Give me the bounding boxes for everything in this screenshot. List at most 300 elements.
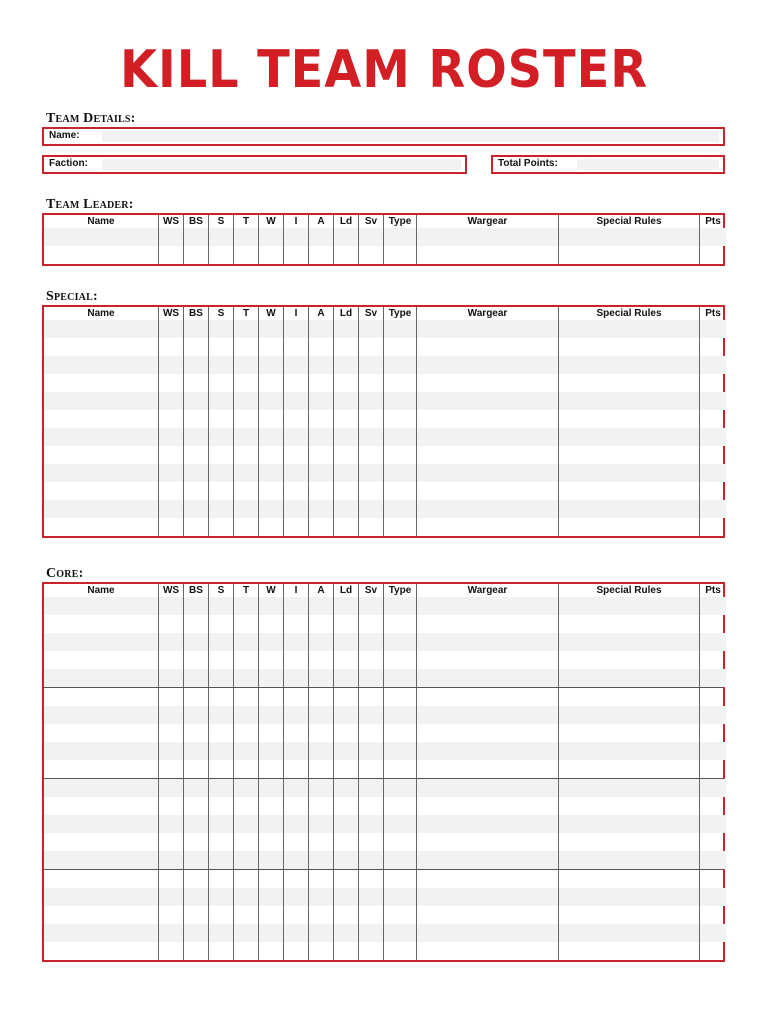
- table-cell[interactable]: [383, 779, 416, 797]
- table-cell[interactable]: [183, 356, 208, 374]
- table-cell[interactable]: [558, 906, 699, 924]
- table-cell[interactable]: [208, 338, 233, 356]
- table-cell[interactable]: [383, 338, 416, 356]
- table-cell[interactable]: [183, 906, 208, 924]
- table-cell[interactable]: [44, 246, 158, 264]
- table-cell[interactable]: [333, 888, 358, 906]
- table-cell[interactable]: [416, 356, 558, 374]
- table-cell[interactable]: [333, 870, 358, 888]
- table-cell[interactable]: [699, 833, 726, 851]
- table-cell[interactable]: [416, 706, 558, 724]
- table-cell[interactable]: [308, 482, 333, 500]
- table-cell[interactable]: [233, 518, 258, 536]
- table-cell[interactable]: [358, 888, 383, 906]
- table-cell[interactable]: [416, 760, 558, 778]
- table-cell[interactable]: [699, 760, 726, 778]
- total-points-field[interactable]: [491, 155, 725, 174]
- table-cell[interactable]: [258, 615, 283, 633]
- table-cell[interactable]: [283, 500, 308, 518]
- table-cell[interactable]: [558, 428, 699, 446]
- table-cell[interactable]: [358, 615, 383, 633]
- table-cell[interactable]: [283, 518, 308, 536]
- table-cell[interactable]: [183, 815, 208, 833]
- table-cell[interactable]: [208, 888, 233, 906]
- table-cell[interactable]: [358, 833, 383, 851]
- table-cell[interactable]: [44, 633, 158, 651]
- table-cell[interactable]: [44, 760, 158, 778]
- table-cell[interactable]: [333, 374, 358, 392]
- table-cell[interactable]: [208, 760, 233, 778]
- table-cell[interactable]: [558, 706, 699, 724]
- table-cell[interactable]: [44, 724, 158, 742]
- table-cell[interactable]: [158, 428, 183, 446]
- table-cell[interactable]: [233, 392, 258, 410]
- table-cell[interactable]: [333, 669, 358, 687]
- table-cell[interactable]: [183, 482, 208, 500]
- table-cell[interactable]: [208, 246, 233, 264]
- table-cell[interactable]: [383, 888, 416, 906]
- table-cell[interactable]: [699, 669, 726, 687]
- table-cell[interactable]: [258, 428, 283, 446]
- table-cell[interactable]: [283, 942, 308, 960]
- table-cell[interactable]: [44, 428, 158, 446]
- table-cell[interactable]: [308, 500, 333, 518]
- table-cell[interactable]: [158, 797, 183, 815]
- table-cell[interactable]: [44, 320, 158, 338]
- table-cell[interactable]: [383, 356, 416, 374]
- table-cell[interactable]: [183, 615, 208, 633]
- table-cell[interactable]: [158, 500, 183, 518]
- table-cell[interactable]: [383, 942, 416, 960]
- table-cell[interactable]: [258, 779, 283, 797]
- table-cell[interactable]: [699, 410, 726, 428]
- table-cell[interactable]: [358, 633, 383, 651]
- table-cell[interactable]: [158, 906, 183, 924]
- table-cell[interactable]: [308, 942, 333, 960]
- table-cell[interactable]: [333, 942, 358, 960]
- table-cell[interactable]: [416, 633, 558, 651]
- table-cell[interactable]: [233, 851, 258, 869]
- table-cell[interactable]: [383, 815, 416, 833]
- table-cell[interactable]: [308, 428, 333, 446]
- table-cell[interactable]: [208, 633, 233, 651]
- table-cell[interactable]: [183, 633, 208, 651]
- table-cell[interactable]: [183, 464, 208, 482]
- table-cell[interactable]: [308, 760, 333, 778]
- table-cell[interactable]: [183, 669, 208, 687]
- table-cell[interactable]: [158, 633, 183, 651]
- table-cell[interactable]: [308, 320, 333, 338]
- table-cell[interactable]: [208, 464, 233, 482]
- table-cell[interactable]: [283, 228, 308, 246]
- table-cell[interactable]: [258, 246, 283, 264]
- table-cell[interactable]: [699, 815, 726, 833]
- table-cell[interactable]: [258, 706, 283, 724]
- table-cell[interactable]: [308, 464, 333, 482]
- table-cell[interactable]: [308, 374, 333, 392]
- table-cell[interactable]: [358, 906, 383, 924]
- table-cell[interactable]: [258, 815, 283, 833]
- table-cell[interactable]: [208, 669, 233, 687]
- table-cell[interactable]: [358, 870, 383, 888]
- table-cell[interactable]: [333, 518, 358, 536]
- table-cell[interactable]: [699, 482, 726, 500]
- table-cell[interactable]: [283, 597, 308, 615]
- table-cell[interactable]: [283, 833, 308, 851]
- table-cell[interactable]: [44, 851, 158, 869]
- table-cell[interactable]: [383, 228, 416, 246]
- table-cell[interactable]: [416, 942, 558, 960]
- table-cell[interactable]: [158, 851, 183, 869]
- table-cell[interactable]: [699, 338, 726, 356]
- table-cell[interactable]: [558, 779, 699, 797]
- table-cell[interactable]: [308, 706, 333, 724]
- table-cell[interactable]: [258, 518, 283, 536]
- table-cell[interactable]: [699, 651, 726, 669]
- table-cell[interactable]: [208, 597, 233, 615]
- table-cell[interactable]: [233, 246, 258, 264]
- table-cell[interactable]: [233, 338, 258, 356]
- table-cell[interactable]: [158, 724, 183, 742]
- table-cell[interactable]: [308, 924, 333, 942]
- table-cell[interactable]: [44, 688, 158, 706]
- table-cell[interactable]: [558, 669, 699, 687]
- table-cell[interactable]: [383, 760, 416, 778]
- table-cell[interactable]: [183, 228, 208, 246]
- table-cell[interactable]: [183, 320, 208, 338]
- table-cell[interactable]: [44, 338, 158, 356]
- table-cell[interactable]: [44, 651, 158, 669]
- table-cell[interactable]: [44, 870, 158, 888]
- table-cell[interactable]: [699, 888, 726, 906]
- table-cell[interactable]: [699, 779, 726, 797]
- table-cell[interactable]: [333, 797, 358, 815]
- table-cell[interactable]: [333, 482, 358, 500]
- table-cell[interactable]: [44, 410, 158, 428]
- table-cell[interactable]: [283, 356, 308, 374]
- table-cell[interactable]: [333, 651, 358, 669]
- table-cell[interactable]: [416, 924, 558, 942]
- table-cell[interactable]: [158, 338, 183, 356]
- table-cell[interactable]: [308, 633, 333, 651]
- table-cell[interactable]: [699, 392, 726, 410]
- table-cell[interactable]: [258, 633, 283, 651]
- table-cell[interactable]: [558, 888, 699, 906]
- table-cell[interactable]: [416, 724, 558, 742]
- table-cell[interactable]: [283, 906, 308, 924]
- table-cell[interactable]: [283, 633, 308, 651]
- table-cell[interactable]: [308, 851, 333, 869]
- table-cell[interactable]: [699, 518, 726, 536]
- table-cell[interactable]: [283, 651, 308, 669]
- table-cell[interactable]: [158, 228, 183, 246]
- table-cell[interactable]: [699, 446, 726, 464]
- table-cell[interactable]: [558, 338, 699, 356]
- table-cell[interactable]: [258, 742, 283, 760]
- table-cell[interactable]: [358, 669, 383, 687]
- table-cell[interactable]: [158, 597, 183, 615]
- table-cell[interactable]: [308, 597, 333, 615]
- table-cell[interactable]: [416, 374, 558, 392]
- table-cell[interactable]: [283, 870, 308, 888]
- table-cell[interactable]: [258, 464, 283, 482]
- table-cell[interactable]: [558, 833, 699, 851]
- table-cell[interactable]: [233, 724, 258, 742]
- table-cell[interactable]: [183, 924, 208, 942]
- table-cell[interactable]: [283, 669, 308, 687]
- table-cell[interactable]: [558, 518, 699, 536]
- table-cell[interactable]: [44, 500, 158, 518]
- table-cell[interactable]: [233, 797, 258, 815]
- table-cell[interactable]: [183, 688, 208, 706]
- table-cell[interactable]: [358, 428, 383, 446]
- table-cell[interactable]: [183, 597, 208, 615]
- table-cell[interactable]: [358, 500, 383, 518]
- table-cell[interactable]: [416, 228, 558, 246]
- table-cell[interactable]: [283, 410, 308, 428]
- table-cell[interactable]: [158, 779, 183, 797]
- table-cell[interactable]: [208, 706, 233, 724]
- table-cell[interactable]: [308, 615, 333, 633]
- table-cell[interactable]: [558, 724, 699, 742]
- table-cell[interactable]: [699, 228, 726, 246]
- table-cell[interactable]: [699, 464, 726, 482]
- table-cell[interactable]: [333, 615, 358, 633]
- table-cell[interactable]: [383, 374, 416, 392]
- table-cell[interactable]: [44, 356, 158, 374]
- table-cell[interactable]: [383, 651, 416, 669]
- table-cell[interactable]: [699, 356, 726, 374]
- table-cell[interactable]: [258, 797, 283, 815]
- table-cell[interactable]: [416, 428, 558, 446]
- table-cell[interactable]: [333, 906, 358, 924]
- table-cell[interactable]: [383, 464, 416, 482]
- table-cell[interactable]: [258, 724, 283, 742]
- table-cell[interactable]: [358, 320, 383, 338]
- table-cell[interactable]: [558, 742, 699, 760]
- table-cell[interactable]: [308, 651, 333, 669]
- table-cell[interactable]: [283, 797, 308, 815]
- table-cell[interactable]: [208, 446, 233, 464]
- table-cell[interactable]: [158, 246, 183, 264]
- table-cell[interactable]: [44, 446, 158, 464]
- table-cell[interactable]: [699, 633, 726, 651]
- table-cell[interactable]: [416, 779, 558, 797]
- table-cell[interactable]: [308, 410, 333, 428]
- table-cell[interactable]: [208, 815, 233, 833]
- table-cell[interactable]: [308, 906, 333, 924]
- table-cell[interactable]: [158, 688, 183, 706]
- total-points-value[interactable]: [577, 159, 719, 170]
- table-cell[interactable]: [258, 651, 283, 669]
- table-cell[interactable]: [158, 518, 183, 536]
- table-cell[interactable]: [208, 228, 233, 246]
- table-cell[interactable]: [333, 742, 358, 760]
- table-cell[interactable]: [283, 615, 308, 633]
- table-cell[interactable]: [333, 724, 358, 742]
- table-cell[interactable]: [699, 320, 726, 338]
- table-cell[interactable]: [699, 924, 726, 942]
- table-cell[interactable]: [44, 742, 158, 760]
- table-cell[interactable]: [233, 615, 258, 633]
- table-cell[interactable]: [233, 374, 258, 392]
- table-cell[interactable]: [44, 392, 158, 410]
- table-cell[interactable]: [558, 797, 699, 815]
- table-cell[interactable]: [558, 464, 699, 482]
- table-cell[interactable]: [308, 669, 333, 687]
- table-cell[interactable]: [383, 410, 416, 428]
- table-cell[interactable]: [283, 482, 308, 500]
- table-cell[interactable]: [183, 760, 208, 778]
- table-cell[interactable]: [358, 410, 383, 428]
- table-cell[interactable]: [333, 500, 358, 518]
- table-cell[interactable]: [158, 942, 183, 960]
- table-cell[interactable]: [158, 482, 183, 500]
- table-cell[interactable]: [333, 779, 358, 797]
- table-cell[interactable]: [44, 374, 158, 392]
- table-cell[interactable]: [699, 724, 726, 742]
- table-cell[interactable]: [283, 338, 308, 356]
- table-cell[interactable]: [233, 228, 258, 246]
- table-cell[interactable]: [233, 597, 258, 615]
- table-cell[interactable]: [208, 924, 233, 942]
- table-cell[interactable]: [416, 870, 558, 888]
- faction-field[interactable]: [42, 155, 467, 174]
- table-cell[interactable]: [233, 428, 258, 446]
- table-cell[interactable]: [208, 651, 233, 669]
- table-cell[interactable]: [699, 615, 726, 633]
- table-cell[interactable]: [699, 706, 726, 724]
- table-cell[interactable]: [699, 942, 726, 960]
- table-cell[interactable]: [158, 446, 183, 464]
- table-cell[interactable]: [358, 779, 383, 797]
- table-cell[interactable]: [158, 833, 183, 851]
- table-cell[interactable]: [158, 888, 183, 906]
- table-cell[interactable]: [558, 482, 699, 500]
- table-cell[interactable]: [183, 651, 208, 669]
- table-cell[interactable]: [558, 446, 699, 464]
- table-cell[interactable]: [283, 924, 308, 942]
- table-cell[interactable]: [358, 374, 383, 392]
- table-cell[interactable]: [158, 815, 183, 833]
- table-cell[interactable]: [558, 356, 699, 374]
- table-cell[interactable]: [208, 356, 233, 374]
- table-cell[interactable]: [308, 870, 333, 888]
- table-cell[interactable]: [158, 706, 183, 724]
- table-cell[interactable]: [333, 833, 358, 851]
- table-cell[interactable]: [558, 760, 699, 778]
- table-cell[interactable]: [233, 356, 258, 374]
- table-cell[interactable]: [333, 924, 358, 942]
- table-cell[interactable]: [208, 482, 233, 500]
- table-cell[interactable]: [158, 742, 183, 760]
- table-cell[interactable]: [183, 779, 208, 797]
- table-cell[interactable]: [333, 706, 358, 724]
- table-cell[interactable]: [308, 797, 333, 815]
- table-cell[interactable]: [283, 851, 308, 869]
- table-cell[interactable]: [383, 482, 416, 500]
- table-cell[interactable]: [258, 870, 283, 888]
- table-cell[interactable]: [333, 815, 358, 833]
- table-cell[interactable]: [258, 924, 283, 942]
- table-cell[interactable]: [383, 669, 416, 687]
- table-cell[interactable]: [208, 833, 233, 851]
- table-cell[interactable]: [283, 760, 308, 778]
- table-cell[interactable]: [416, 597, 558, 615]
- table-cell[interactable]: [558, 615, 699, 633]
- table-cell[interactable]: [699, 374, 726, 392]
- table-cell[interactable]: [208, 906, 233, 924]
- table-cell[interactable]: [416, 742, 558, 760]
- table-cell[interactable]: [383, 924, 416, 942]
- table-cell[interactable]: [183, 888, 208, 906]
- table-cell[interactable]: [558, 392, 699, 410]
- table-cell[interactable]: [258, 760, 283, 778]
- table-cell[interactable]: [308, 779, 333, 797]
- table-cell[interactable]: [416, 669, 558, 687]
- table-cell[interactable]: [183, 833, 208, 851]
- table-cell[interactable]: [258, 228, 283, 246]
- table-cell[interactable]: [308, 742, 333, 760]
- table-cell[interactable]: [333, 688, 358, 706]
- table-cell[interactable]: [158, 410, 183, 428]
- table-cell[interactable]: [283, 688, 308, 706]
- table-cell[interactable]: [208, 428, 233, 446]
- table-cell[interactable]: [416, 446, 558, 464]
- table-cell[interactable]: [208, 797, 233, 815]
- table-cell[interactable]: [358, 651, 383, 669]
- table-cell[interactable]: [333, 464, 358, 482]
- table-cell[interactable]: [383, 724, 416, 742]
- table-cell[interactable]: [44, 597, 158, 615]
- table-cell[interactable]: [44, 669, 158, 687]
- table-cell[interactable]: [308, 888, 333, 906]
- table-cell[interactable]: [283, 724, 308, 742]
- table-cell[interactable]: [183, 338, 208, 356]
- faction-value[interactable]: [102, 159, 461, 170]
- table-cell[interactable]: [283, 779, 308, 797]
- table-cell[interactable]: [558, 633, 699, 651]
- table-cell[interactable]: [333, 760, 358, 778]
- table-cell[interactable]: [699, 797, 726, 815]
- table-cell[interactable]: [44, 779, 158, 797]
- table-cell[interactable]: [233, 924, 258, 942]
- table-cell[interactable]: [208, 742, 233, 760]
- table-cell[interactable]: [183, 246, 208, 264]
- table-cell[interactable]: [358, 597, 383, 615]
- table-cell[interactable]: [358, 246, 383, 264]
- table-cell[interactable]: [308, 815, 333, 833]
- table-cell[interactable]: [308, 228, 333, 246]
- table-cell[interactable]: [333, 320, 358, 338]
- table-cell[interactable]: [308, 338, 333, 356]
- table-cell[interactable]: [383, 833, 416, 851]
- table-cell[interactable]: [358, 464, 383, 482]
- table-cell[interactable]: [358, 482, 383, 500]
- table-cell[interactable]: [416, 500, 558, 518]
- table-cell[interactable]: [358, 518, 383, 536]
- table-cell[interactable]: [358, 706, 383, 724]
- table-cell[interactable]: [333, 851, 358, 869]
- table-cell[interactable]: [283, 428, 308, 446]
- table-cell[interactable]: [358, 797, 383, 815]
- table-cell[interactable]: [558, 942, 699, 960]
- table-cell[interactable]: [258, 482, 283, 500]
- table-cell[interactable]: [358, 851, 383, 869]
- table-cell[interactable]: [44, 924, 158, 942]
- table-cell[interactable]: [258, 356, 283, 374]
- table-cell[interactable]: [416, 906, 558, 924]
